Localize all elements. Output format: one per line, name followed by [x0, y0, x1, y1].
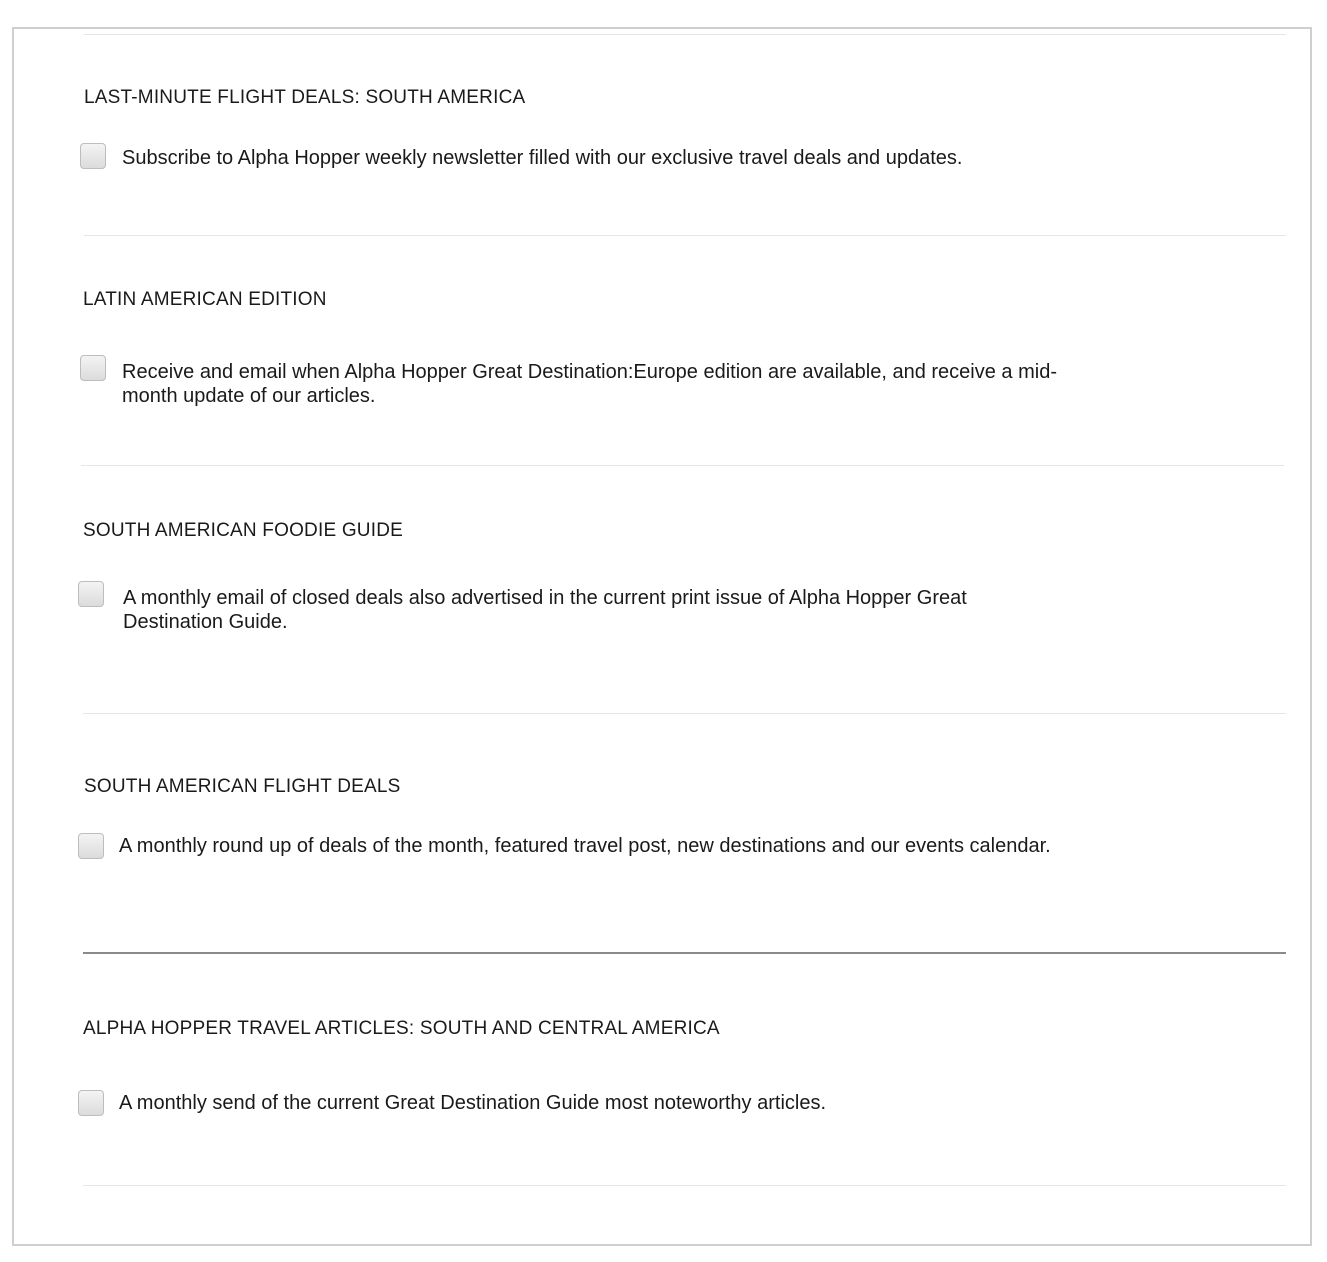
subscribe-checkbox-south-american-flight-deals[interactable]	[78, 833, 104, 859]
subscribe-checkbox-latin-american-edition[interactable]	[80, 355, 106, 381]
section-divider	[84, 34, 1286, 35]
section-divider	[83, 1185, 1286, 1186]
section-description: Subscribe to Alpha Hopper weekly newsletter filled with our exclusive travel deals and updates.	[122, 147, 963, 169]
section-description: A monthly send of the current Great Destination Guide most noteworthy articles.	[119, 1092, 827, 1114]
section-description: A monthly round up of deals of the month, featured travel post, new destinations and our events calendar.	[119, 835, 1051, 857]
section-divider	[84, 235, 1286, 236]
section-description: A monthly email of closed deals also advertised in the current print issue of Alpha Hopper Great Destination Guide.	[123, 587, 967, 633]
section-divider	[83, 713, 1286, 714]
section-title: LATIN AMERICAN EDITION	[83, 289, 327, 310]
section-title: SOUTH AMERICAN FLIGHT DEALS	[84, 776, 401, 797]
section-description: Receive and email when Alpha Hopper Great Destination:Europe edition are available, and receive a mid-month update of our articles.	[122, 361, 1057, 407]
subscribe-checkbox-last-minute-flight-deals[interactable]	[80, 143, 106, 169]
subscription-panel	[12, 27, 1312, 1246]
section-title: LAST-MINUTE FLIGHT DEALS: SOUTH AMERICA	[84, 87, 526, 108]
section-divider	[83, 952, 1286, 954]
subscribe-checkbox-alpha-hopper-travel-articles[interactable]	[78, 1090, 104, 1116]
subscribe-checkbox-south-american-foodie-guide[interactable]	[78, 581, 104, 607]
section-title: SOUTH AMERICAN FOODIE GUIDE	[83, 520, 403, 541]
section-title: ALPHA HOPPER TRAVEL ARTICLES: SOUTH AND CENTRAL AMERICA	[83, 1018, 720, 1039]
section-divider	[81, 465, 1284, 466]
